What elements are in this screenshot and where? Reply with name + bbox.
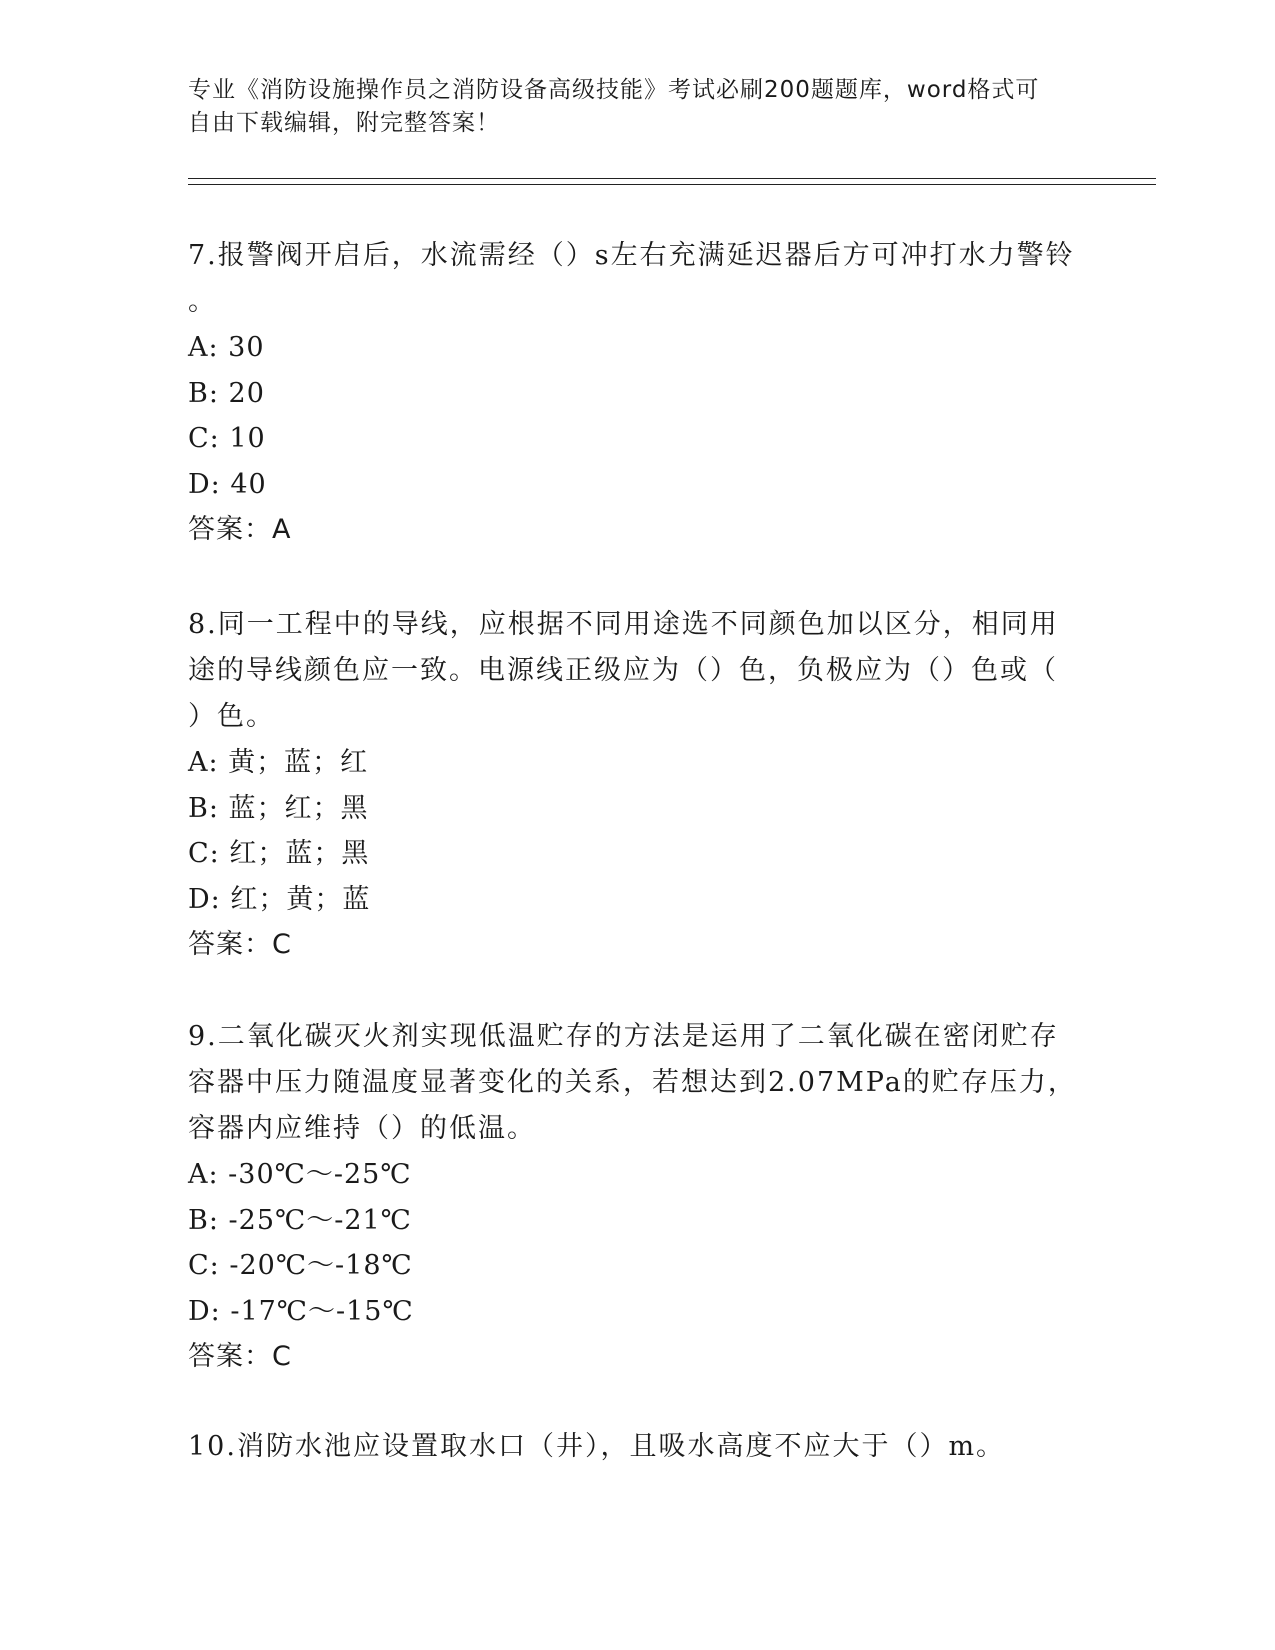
question-stem-line: 。 bbox=[188, 286, 217, 317]
option-a: A: 黄；蓝；红 bbox=[188, 747, 369, 778]
question-stem-line: 10.消防水池应设置取水口（井），且吸水高度不应大于（）m。 bbox=[188, 1431, 1006, 1462]
header-line-1: 专业《消防设施操作员之消防设备高级技能》考试必刷200题题库，word格式可 bbox=[188, 77, 1040, 103]
question-stem-line: 8.同一工程中的导线，应根据不同用途选不同颜色加以区分，相同用 bbox=[188, 609, 1059, 640]
question-stem-line: 途的导线颜色应一致。电源线正级应为（）色，负极应为（）色或（ bbox=[188, 655, 1058, 686]
question-9 bbox=[188, 1014, 1088, 1380]
option-b: B: -25℃～-21℃ bbox=[188, 1204, 412, 1236]
option-d: D: -17℃～-15℃ bbox=[188, 1295, 414, 1327]
answer-line: 答案：C bbox=[188, 929, 292, 960]
option-d: D: 红；黄；蓝 bbox=[188, 883, 371, 915]
option-a: A: 30 bbox=[188, 332, 265, 363]
option-a: A: -30℃～-25℃ bbox=[188, 1159, 412, 1190]
question-7 bbox=[188, 233, 1088, 553]
option-c: C: 10 bbox=[188, 423, 266, 454]
option-c: C: 红；蓝；黑 bbox=[188, 838, 370, 869]
option-c: C: -20℃～-18℃ bbox=[188, 1250, 413, 1281]
option-b: B: 蓝；红；黑 bbox=[188, 792, 369, 824]
answer-line: 答案：C bbox=[188, 1341, 292, 1372]
answer-line: 答案：A bbox=[188, 514, 292, 545]
header-rule-top bbox=[188, 178, 1156, 179]
header-line-2: 自由下载编辑，附完整答案！ bbox=[188, 110, 500, 136]
option-d: D: 40 bbox=[188, 468, 267, 500]
question-stem-line: 容器中压力随温度显著变化的关系，若想达到2.07MPa的贮存压力， bbox=[188, 1067, 1077, 1098]
question-stem-line: 容器内应维持（）的低温。 bbox=[188, 1113, 536, 1144]
question-stem-line: ）色。 bbox=[188, 701, 275, 732]
document-header bbox=[188, 74, 1068, 140]
option-b: B: 20 bbox=[188, 377, 265, 409]
question-8 bbox=[188, 602, 1088, 968]
question-stem-line: 9.二氧化碳灭火剂实现低温贮存的方法是运用了二氧化碳在密闭贮存 bbox=[188, 1021, 1059, 1052]
question-stem-line: 7.报警阀开启后，水流需经（）s左右充满延迟器后方可冲打水力警铃 bbox=[188, 240, 1075, 271]
question-10 bbox=[188, 1424, 1088, 1470]
header-rule-bottom bbox=[188, 184, 1156, 185]
